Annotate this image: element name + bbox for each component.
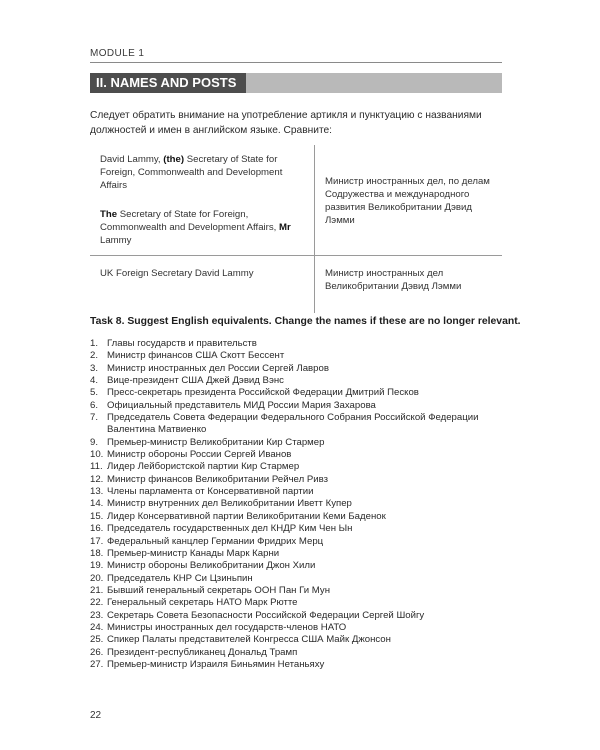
list-item-number: 1. [90,338,99,349]
section-title: II. NAMES AND POSTS [90,73,246,93]
list-item-text: Лидер Лейбористской партии Кир Стармер [107,461,300,473]
list-item [90,597,510,609]
list-item-number: 24. [90,621,104,633]
list-item [90,647,510,659]
list-item [90,498,510,510]
list-item-text: Президент-республиканец Дональд Трамп [107,646,298,658]
list-item-number: 25. [90,634,104,646]
list-item-number: 21. [90,584,104,596]
table-cell-russian: Министр иностранных дел, по делам Содружества и международного развития Великобритании Дэвид Лэмми [315,145,503,256]
list-item-text: Секретарь Совета Безопасности Российской Федерации Сергей Шойгу [107,609,425,621]
intro-paragraph: Следует обратить внимание на употребление артикля и пунктуацию с названиями должностей и имен в английском языке. Сравните: [90,110,482,136]
list-item [90,486,510,498]
list-item-text: Министр иностранных дел России Сергей Лавров [107,362,329,374]
variant-b-title: Mr [279,222,291,233]
comparison-table [90,145,502,313]
task-title: Task 8. Suggest English equivalents. Change the names if these are no longer relevant. [90,316,521,327]
list-item [90,659,510,671]
list-item-number: 6. [90,399,99,411]
list-item [90,449,510,461]
table-cell-english [90,145,315,256]
list-item-text: Министр обороны Великобритании Джон Хили [107,560,316,572]
list-item-text: Премьер-министр Великобритании Кир Стармер [107,436,325,448]
module-label: MODULE 1 [90,48,145,59]
list-item-number: 4. [90,375,99,387]
variant-b-post: Secretary of State for Foreign, Commonwealth and Development Affairs, [100,209,277,233]
list-item-number: 27. [90,658,104,670]
list-item [90,461,510,473]
table-row [90,145,502,256]
list-item-number: 10. [90,449,104,461]
list-item [90,523,510,535]
list-item-number: 2. [90,350,99,362]
list-item [90,363,510,375]
variant-a-name: David Lammy, [100,154,161,165]
list-item [90,474,510,486]
list-item-number: 19. [90,560,104,572]
table-cell-english: UK Foreign Secretary David Lammy [90,256,315,314]
table-cell-russian: Министр иностранных дел Великобритании Дэвид Лэмми [325,268,462,292]
list-item-number: 9. [90,436,99,448]
list-item [90,511,510,523]
list-item-number: 14. [90,498,104,510]
list-item [90,634,510,646]
list-item [90,338,510,350]
list-item-text: Министр внутренних дел Великобритании Иветт Купер [107,498,352,510]
variant-b-article: The [100,209,118,220]
list-item-number: 16. [90,523,104,535]
list-item-text: Министры иностранных дел государств-членов НАТО [107,621,347,633]
list-item-text: Пресс-секретарь президента Российской Федерации Дмитрий Песков [107,387,419,399]
list-item-number: 3. [90,362,99,374]
list-item-number: 17. [90,535,104,547]
list-item-text: Спикер Палаты представителей Конгресса США Майк Джонсон [107,634,391,646]
list-item [90,437,510,449]
list-item [90,573,510,585]
list-item-text: Федеральный канцлер Германии Фридрих Мерц [107,535,324,547]
list-item [90,412,510,437]
list-item-number: 20. [90,572,104,584]
page-number: 22 [90,710,102,721]
list-item [90,375,510,387]
list-item-number: 13. [90,486,104,498]
list-item-text: Премьер-министр Канады Марк Карни [107,547,280,559]
list-item-text: Министр обороны России Сергей Иванов [107,449,292,461]
list-item [90,560,510,572]
list-item [90,585,510,597]
task-list [90,338,510,671]
list-item-number: 12. [90,473,104,485]
list-item-text: Бывший генеральный секретарь ООН Пан Ги Мун [107,584,331,596]
list-item-text: Министр финансов США Скотт Бессент [107,350,285,362]
list-item-number: 23. [90,609,104,621]
list-item [90,548,510,560]
list-item-text: Вице-президент США Джей Дэвид Вэнс [107,375,284,387]
list-item-text: Председатель государственных дел КНДР Ким Чен Ын [107,523,353,535]
table-row [90,256,502,314]
list-item-number: 15. [90,510,104,522]
list-item [90,400,510,412]
list-item [90,350,510,362]
variant-b-surname: Lammy [100,235,132,246]
list-item [90,622,510,634]
list-item-text: Председатель Совета Федерации Федерального Собрания Российской Федерации Валентина Матвиенко [107,412,479,436]
list-item [90,610,510,622]
list-item-number: 18. [90,547,104,559]
list-item-text: Главы государств и правительств [107,338,257,349]
list-item-text: Лидер Консервативной партии Великобритании Кеми Баденок [107,510,386,522]
list-item-text: Официальный представитель МИД России Мария Захарова [107,399,376,411]
list-item-text: Генеральный секретарь НАТО Марк Рютте [107,597,298,609]
variant-b [100,208,306,247]
list-item-number: 26. [90,646,104,658]
list-item-text: Премьер-министр Израиля Биньямин Нетаньяху [107,658,325,670]
list-item-number: 7. [90,412,99,424]
variant-a-article: (the) [163,154,185,165]
variant-a-post: Secretary of State for Foreign, Commonwealth and Development Affairs [100,154,283,191]
header-rule [90,62,502,63]
list-item [90,536,510,548]
list-item-number: 11. [90,461,103,473]
list-item-text: Министр финансов Великобритании Рейчел Ривз [107,473,328,485]
list-item-number: 22. [90,597,104,609]
list-item [90,387,510,399]
list-item-text: Члены парламента от Консервативной партии [107,486,314,498]
variant-a [100,153,306,192]
list-item-text: Председатель КНР Си Цзиньпин [107,572,253,584]
list-item-number: 5. [90,387,99,399]
